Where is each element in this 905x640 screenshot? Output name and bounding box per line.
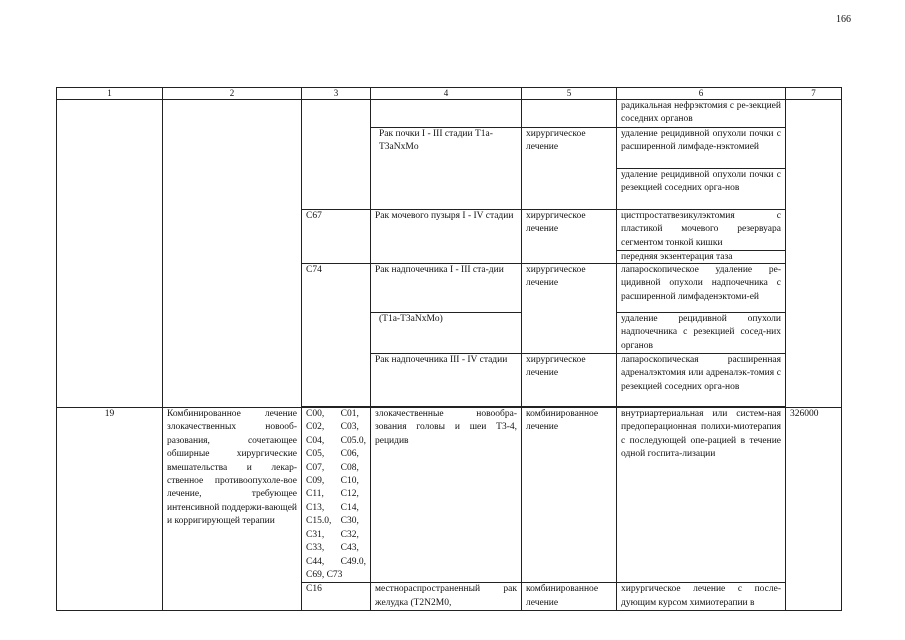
- diagnosis-cell: (T1a-T3aNxMo): [371, 312, 522, 353]
- table-row: [57, 408, 842, 583]
- icd-code: C30,: [340, 516, 359, 527]
- cost-cell: 326000: [786, 408, 842, 611]
- icd-code: C12,: [340, 489, 359, 500]
- method-text: цистпростатвезикулэктомия с пластикой мочевого резервуара сегментом тонкой кишки: [621, 210, 781, 248]
- header-cell: 4: [371, 88, 522, 100]
- method-cell: лапароскопическая расширенная адреналэктомия или адреналэк-томия с резекцией соседних орга-нов: [617, 354, 786, 407]
- header-cell: 2: [163, 88, 302, 100]
- table-row: [57, 100, 842, 128]
- icd-code: C15.0,: [306, 516, 332, 527]
- code-tail: C69, C73: [306, 569, 343, 580]
- cost-cell: [786, 100, 842, 408]
- diagnosis-cell: Рак почки I - III стадии T1a-T3aNxMo: [371, 127, 522, 209]
- treatment-cell: хирургическое лечение: [522, 127, 617, 209]
- method-cell: [617, 209, 786, 263]
- icd-code: C33,: [306, 543, 325, 554]
- icd-code: C13,: [306, 502, 325, 513]
- diagnosis-cell: Рак надпочечника I - III ста-дии: [371, 263, 522, 312]
- treatment-cell: хирургическое лечение: [522, 209, 617, 263]
- method-cell: внутриартериальная или систем-ная предоперационная полихи-миотерапия с последующей опе-рацией в течение одной госпита-лизации: [617, 408, 786, 583]
- method-text: удаление рецидивной опухоли почки с расширенной лимфаде-нэктомией: [621, 128, 781, 153]
- icd-code: C06,: [340, 449, 359, 460]
- header-cell: 5: [522, 88, 617, 100]
- page-number: 166: [836, 14, 851, 25]
- header-cell: 6: [617, 88, 786, 100]
- group-name-cell: [163, 100, 302, 408]
- icd-code: C31,: [306, 529, 325, 540]
- method-text: удаление рецидивной опухоли почки с резекцией соседних орга-нов: [617, 168, 785, 209]
- icd-code: C03,: [340, 422, 359, 433]
- code-cell: [302, 100, 371, 210]
- icd-code: C11,: [306, 489, 324, 500]
- icd-code: C02,: [306, 422, 325, 433]
- code-cell: C16: [302, 583, 371, 611]
- icd-code: C10,: [340, 476, 359, 487]
- method-cell: радикальная нефрэктомия с ре-зекцией соседних органов: [617, 100, 786, 128]
- code-cell: C67: [302, 209, 371, 263]
- header-cell: 1: [57, 88, 163, 100]
- header-row: [57, 88, 842, 100]
- icd-code: C49.0,: [340, 556, 366, 567]
- treatment-cell: [522, 100, 617, 128]
- treatment-cell: комбинированное лечение: [522, 583, 617, 611]
- icd-code: C05,: [306, 449, 325, 460]
- diagnosis-cell: местнораспространенный рак желудка (T2N2M0,: [371, 583, 522, 611]
- icd-code: C04,: [306, 435, 325, 446]
- number-cell: [57, 100, 163, 408]
- icd-code: C07,: [306, 462, 325, 473]
- method-cell: хирургическое лечение с после-дующим курсом химиотерапии в: [617, 583, 786, 611]
- number-cell: 19: [57, 408, 163, 611]
- diagnosis-cell: Рак мочевого пузыря I - IV стадии: [371, 209, 522, 263]
- treatment-table: [56, 87, 842, 611]
- icd-code: C32,: [340, 529, 359, 540]
- diagnosis-cell: Рак надпочечника III - IV стадии: [371, 354, 522, 407]
- code-list: [306, 408, 366, 569]
- header-cell: 3: [302, 88, 371, 100]
- icd-code: C08,: [340, 462, 359, 473]
- icd-code: C05.0,: [340, 435, 366, 446]
- method-cell: [617, 127, 786, 209]
- header-cell: 7: [786, 88, 842, 100]
- method-cell: удаление рецидивной опухоли надпочечника с резекцией сосед-них органов: [617, 312, 786, 353]
- diagnosis-cell: [371, 100, 522, 128]
- diagnosis-cell: злокачественные новообра-зования головы и шеи T3-4, рецидив: [371, 408, 522, 583]
- code-cell: [302, 408, 371, 583]
- icd-code: C01,: [340, 409, 359, 420]
- icd-code: C09,: [306, 476, 325, 487]
- method-cell: лапароскопическое удаление ре-цидивной опухоли надпочечника с расширенной лимфаденэктоми-ей: [617, 263, 786, 312]
- treatment-cell: комбинированное лечение: [522, 408, 617, 583]
- icd-code: C43,: [340, 543, 359, 554]
- treatment-cell: хирургическое лечение: [522, 354, 617, 407]
- treatment-cell: хирургическое лечение: [522, 263, 617, 353]
- icd-code: C00,: [306, 409, 325, 420]
- method-text: передняя экзентерация таза: [617, 250, 785, 263]
- icd-code: C14,: [340, 502, 359, 513]
- group-name-cell: Комбинированное лечение злокачественных новооб-разования, сочетающее обширные хирургические вмешательства и лекар-ственное противоопухоле-вое лечение, требующее интенсивной поддержи-вающей и корригирующей терапии: [163, 408, 302, 611]
- icd-code: C44,: [306, 556, 325, 567]
- code-cell: C74: [302, 263, 371, 406]
